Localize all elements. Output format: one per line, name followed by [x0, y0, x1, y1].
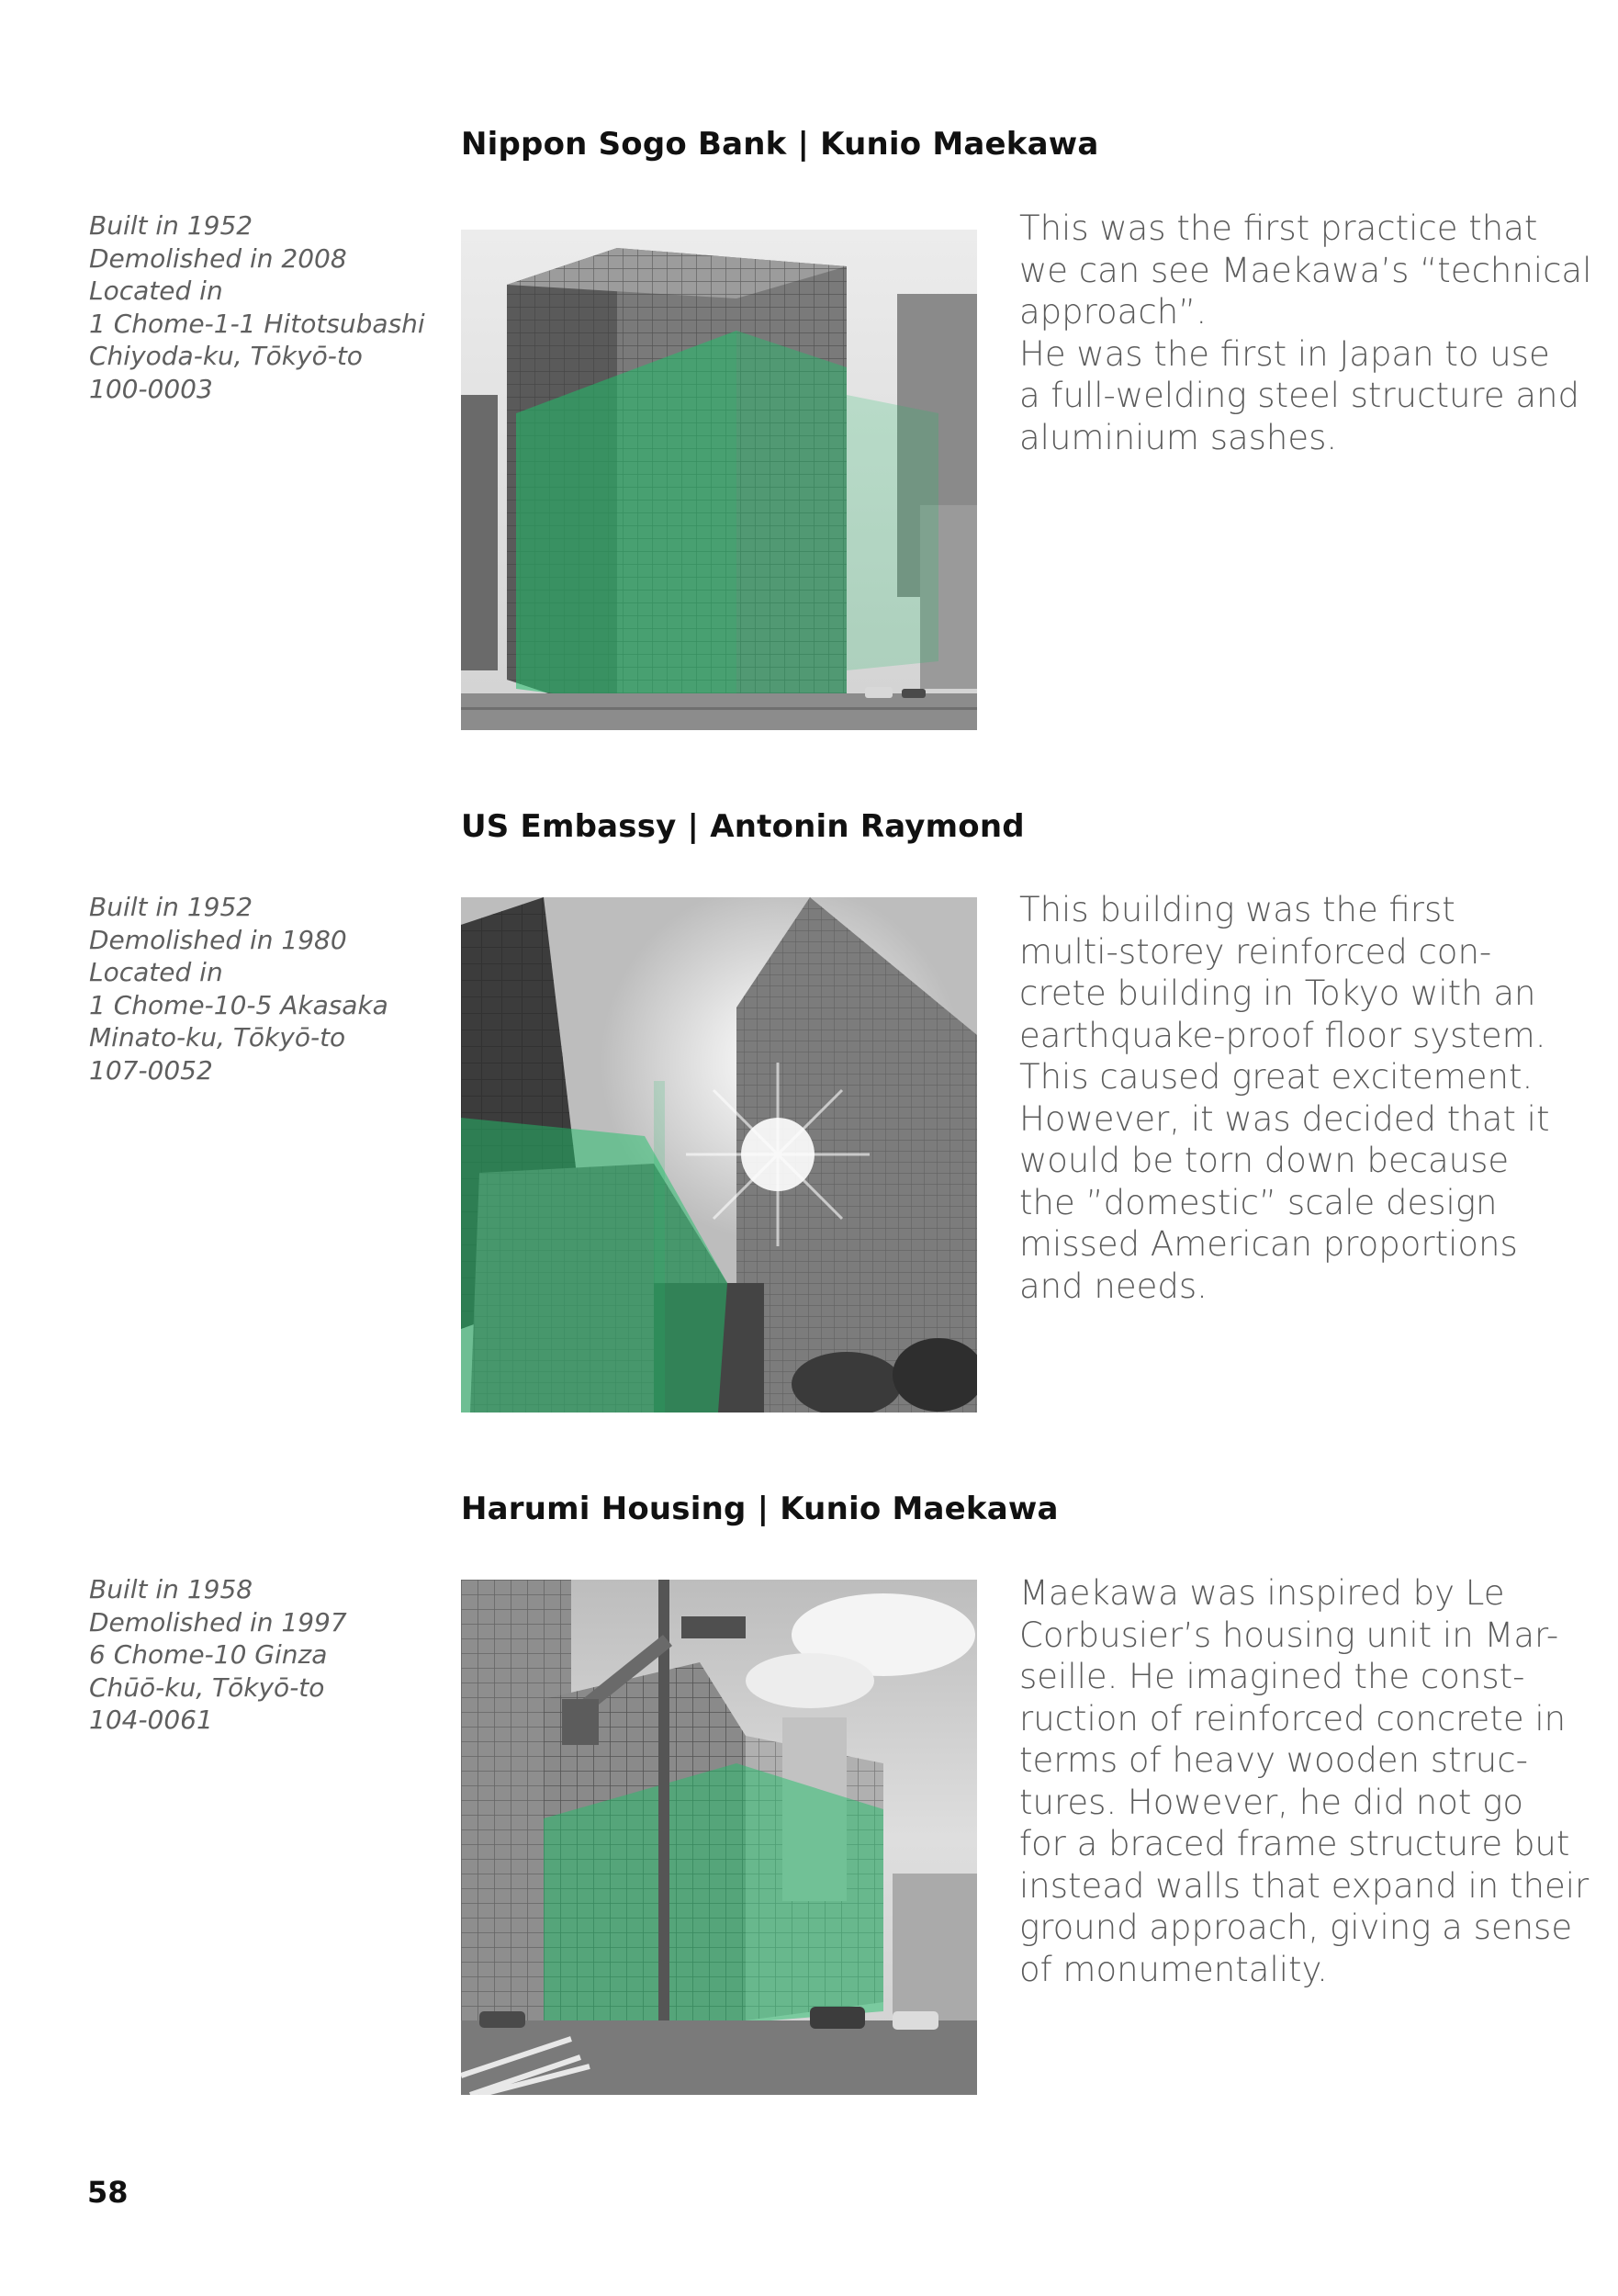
meta-line: 1 Chome-1-1 Hitotsubashi — [89, 308, 425, 339]
meta-line: Demolished in 2008 — [89, 242, 347, 274]
desc-line: This caused great excitement. — [1019, 1057, 1534, 1097]
meta-line: 6 Chome-10 Ginza — [89, 1639, 328, 1670]
desc-line: a full-welding steel structure and — [1019, 376, 1579, 415]
entry-title-us-embassy: US Embassy | Antonin Raymond — [461, 808, 1025, 845]
desc-line: instead walls that expand in their — [1019, 1865, 1590, 1906]
desc-line: He was the first in Japan to use — [1019, 333, 1550, 374]
meta-line: 104-0061 — [89, 1705, 213, 1735]
meta-line: 107-0052 — [89, 1054, 213, 1086]
desc-line: terms of heavy wooden struc- — [1019, 1740, 1528, 1780]
desc-line: ground approach, giving a sense — [1019, 1908, 1573, 1947]
desc-line: we can see Maekawa’s “technical — [1019, 250, 1592, 290]
desc-line: This building was the first — [1019, 890, 1455, 929]
meta-line: Minato-ku, Tōkyō-to — [89, 1022, 346, 1052]
desc-line: the ”domestic” scale design — [1019, 1182, 1498, 1222]
entry-title-nippon-sogo-bank: Nippon Sogo Bank | Kunio Maekawa — [461, 126, 1099, 163]
desc-line: missed American proportions — [1019, 1224, 1518, 1264]
desc-line: and needs. — [1019, 1266, 1208, 1306]
desc-line: for a braced frame structure but — [1019, 1824, 1570, 1863]
entry-meta-nippon-sogo-bank — [89, 209, 438, 405]
page-number: 58 — [87, 2175, 129, 2210]
desc-line: multi-storey reinforced con- — [1019, 931, 1492, 972]
photo-harumi-housing — [461, 1580, 977, 2095]
desc-line: aluminium sashes. — [1019, 417, 1338, 457]
desc-line: earthquake-proof floor system. — [1019, 1015, 1546, 1055]
entry-meta-harumi-housing — [89, 1573, 438, 1737]
meta-line: Demolished in 1980 — [89, 924, 347, 955]
meta-line: Located in — [89, 276, 223, 306]
entry-meta-us-embassy — [89, 891, 438, 1086]
meta-line: Chūō-ku, Tōkyō-to — [89, 1671, 325, 1703]
meta-line: Chiyoda-ku, Tōkyō-to — [89, 341, 363, 371]
meta-line: Built in 1958 — [89, 1574, 253, 1604]
meta-line: Built in 1952 — [89, 892, 253, 922]
entry-title-harumi-housing: Harumi Housing | Kunio Maekawa — [461, 1491, 1059, 1527]
meta-line: Built in 1952 — [89, 210, 253, 241]
desc-line: of monumentality. — [1019, 1949, 1328, 1989]
entry-description-harumi-housing — [1019, 1572, 1590, 1990]
entry-description-us-embassy — [1019, 889, 1570, 1307]
desc-line: tures. However, he did not go — [1019, 1782, 1523, 1822]
desc-line: Corbusier’s housing unit in Mar- — [1019, 1615, 1559, 1655]
meta-line: Located in — [89, 957, 223, 987]
meta-line: 1 Chome-10-5 Akasaka — [89, 989, 388, 1020]
desc-line: crete building in Tokyo with an — [1019, 974, 1536, 1013]
desc-line: ruction of reinforced concrete in — [1019, 1698, 1567, 1739]
desc-line: This was the first practice that — [1019, 208, 1538, 248]
desc-line: seille. He imagined the const- — [1019, 1657, 1525, 1696]
desc-line: Maekawa was inspired by Le — [1019, 1573, 1505, 1613]
photo-us-embassy — [461, 897, 977, 1412]
meta-line: Demolished in 1997 — [89, 1606, 347, 1638]
desc-line: approach”. — [1019, 292, 1208, 332]
entry-description-nippon-sogo-bank — [1019, 208, 1592, 458]
photo-nippon-sogo-bank — [461, 230, 977, 730]
meta-line: 100-0003 — [89, 373, 213, 404]
desc-line: would be torn down because — [1019, 1141, 1510, 1180]
desc-line: However, it was decided that it — [1019, 1098, 1550, 1139]
